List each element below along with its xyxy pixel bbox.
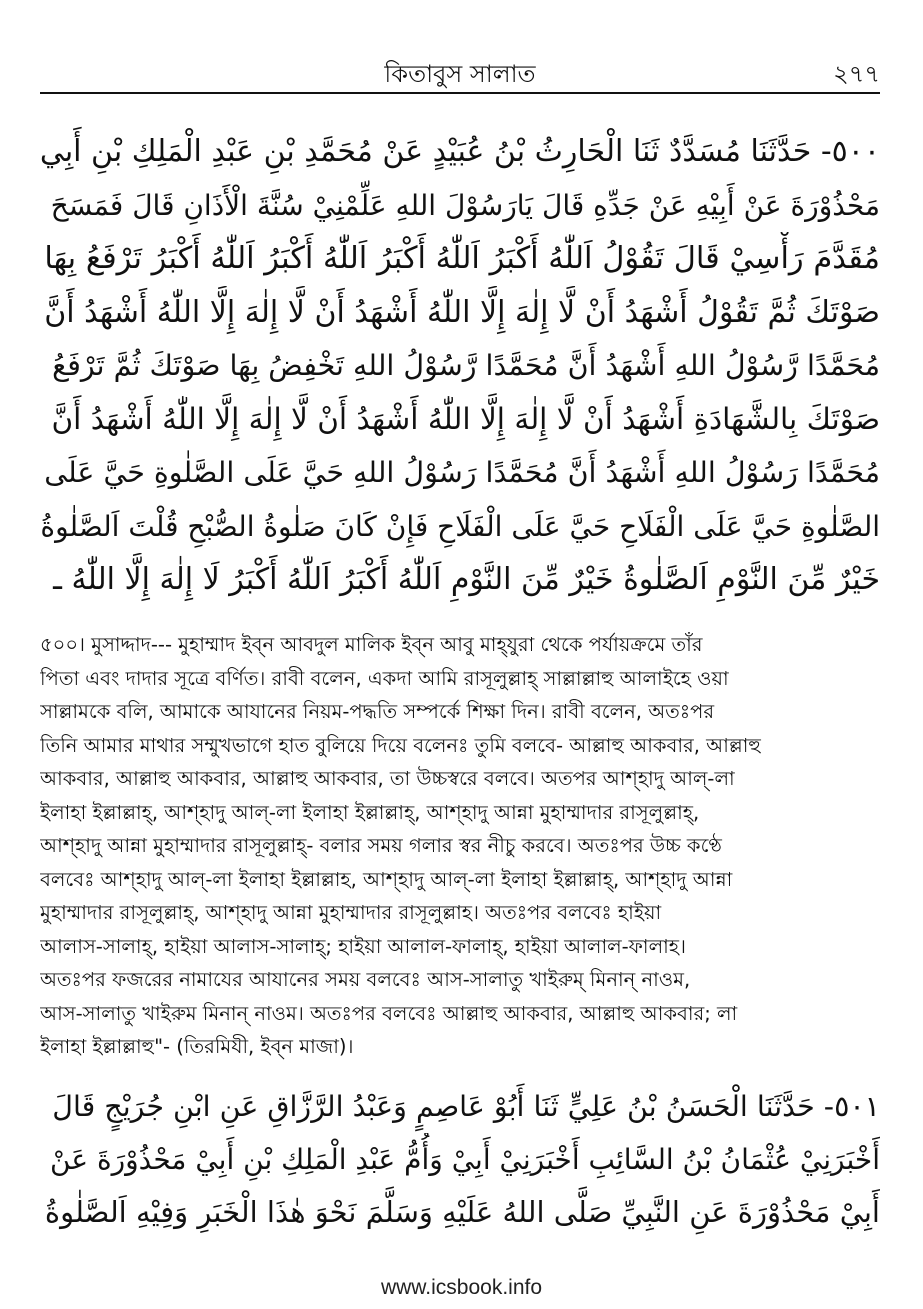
arabic-line: خَيْرٌ مِّنَ النَّوْمِ اَلصَّلٰوةُ خَيْرٌ مِّنَ النَّوْمِ اَللّٰهُ أَكْبَرُ اَللّٰهُ أَكْبَرُ لَا إِلٰهَ إِلَّا اللّٰهُ ـ [53,562,880,597]
bengali-line: ইলাহা ইল্লাল্লাহ্‌, আশ্‌হাদু আল্‌-লা ইলাহা ইল্লাল্লাহ্‌, আশ্‌হাদু আন্না মুহাম্মাদার রাসূলুল্লাহ্‌, [40,800,700,824]
arabic-line: الصَّلٰوةِ حَيَّ عَلَى الْفَلَاحِ حَيَّ عَلَى الْفَلَاحِ فَإِنْ كَانَ صَلٰوةُ الصُّبْحِ قُلْتَ اَلصَّلٰوةُ [40,509,880,543]
bengali-line: আশ্‌হাদু আন্না মুহাম্মাদার রাসূলুল্লাহ্‌- বলার সময় গলার স্বর নীচু করবে। অতঃপর উচ্চ কণ্ঠে [40,834,722,857]
bengali-line: ইলাহা ইল্লাল্লাহু"- (তিরমিযী, ইব্‌ন মাজা)। [40,1035,354,1058]
bengali-line: বলবেঃ আশ্‌হাদু আল্‌-লা ইলাহা ইল্লাল্লাহ, আশ্‌হাদু আল্‌-লা ইলাহা ইল্লাল্লাহ্‌, আশ্‌হাদু আন্না [40,867,733,891]
chapter-title: কিতাবুস সালাত [384,60,536,88]
bengali-line: আকবার, আল্লাহু আকবার, আল্লাহু আকবার, তা উচ্চস্বরে বলবে। অতপর আশ্‌হাদু আল্‌-লা [40,767,735,790]
arabic-line: أَبِيْ مَحْذُوْرَةَ عَنِ النَّبِيِّ صَلَّى اللهُ عَلَيْهِ وَسَلَّمَ نَحْوَ هٰذَا الْخَبَرِ وَفِيْهِ اَلصَّلٰوةُ [44,1195,880,1229]
arabic-line: مُحَمَّدًا رَّسُوْلُ اللهِ أَشْهَدُ أَنَّ مُحَمَّدًا رَّسُوْلُ اللهِ تَخْفِضُ بِهَا صَوْتَكَ ثُمَّ تَرْفَعُ [52,349,880,382]
hadith-500-bengali-translation [40,628,885,1064]
hadith-501-arabic-text [40,1080,880,1239]
bengali-line: তিনি আমার মাথার সম্মুখভাগে হাত বুলিয়ে দিয়ে বলেনঃ তুমি বলবে- আল্লাহু আকবার, আল্লাহু [40,733,761,757]
bengali-line: অতঃপর ফজরের নামাযের আযানের সময় বলবেঃ আস-সালাতু খাইরুম্‌ মিনান্‌ নাওম, [40,968,691,991]
arabic-line: ٥٠١- حَدَّثَنَا الْحَسَنُ بْنُ عَلِيٍّ ثَنَا أَبُوْ عَاصِمٍ وَعَبْدُ الرَّزَّاقِ عَنِ ابْنِ جُرَيْجٍ قَالَ [52,1090,880,1123]
arabic-line: صَوْتَكَ بِالشَّهَادَةِ أَشْهَدُ أَنْ لَّا إِلٰهَ إِلَّا اللّٰهُ أَشْهَدُ أَنْ لَّا إِلٰهَ إِلَّا اللّٰهُ أَشْهَدُ أَنَّ [51,401,880,436]
page-header [40,52,880,94]
bengali-line: পিতা এবং দাদার সূত্রে বর্ণিত। রাবী বলেন, একদা আমি রাসূলুল্লাহ্‌ সাল্লাল্লাহু আলাইহে ওয়া [40,666,729,690]
bengali-line: আস-সালাতু খাইরুম মিনান্‌ নাওম। অতঃপর বলবেঃ আল্লাহু আকবার, আল্লাহু আকবার; লা [40,1001,738,1025]
page-number: ২৭৭ [833,60,880,88]
arabic-line: أَخْبَرَنِيْ عُثْمَانُ بْنُ السَّائِبِ أَخْبَرَنِيْ أَبِيْ وَأُمُّ عَبْدِ الْمَلِكِ بْنِ أَبِيْ مَحْذُوْرَةَ عَنْ [50,1143,880,1176]
arabic-line: مُقَدَّمَ رَأْسِيْ قَالَ تَقُوْلُ اَللّٰهُ أَكْبَرُ اَللّٰهُ أَكْبَرُ اَللّٰهُ أَكْبَرُ اَللّٰهُ أَكْبَرُ تَرْفَعُ بِهَا [44,241,880,276]
arabic-line: مَحْذُوْرَةَ عَنْ أَبِيْهِ عَنْ جَدِّهِ قَالَ يَارَسُوْلَ اللهِ عَلِّمْنِيْ سُنَّةَ الْأَذَانِ قَالَ فَمَسَحَ [50,188,880,222]
hadith-500-arabic-text [40,125,880,607]
bengali-line: ৫০০। মুসাদ্দাদ--- মুহাম্মাদ ইব্‌ন আবদুল মালিক ইব্‌ন আবু মাহ্‌যুরা থেকে পর্যায়ক্রমে তাঁর [40,633,703,656]
bengali-line: মুহাম্মাদার রাসূলুল্লাহ্‌, আশ্‌হাদু আন্না মুহাম্মাদার রাসূলুল্লাহ। অতঃপর বলবেঃ হাইয়া [40,901,662,924]
arabic-line: مُحَمَّدًا رَسُوْلُ اللهِ أَشْهَدُ أَنَّ مُحَمَّدًا رَسُوْلُ اللهِ حَيَّ عَلَى الصَّلٰوةِ حَيَّ عَلَى [44,456,880,489]
arabic-line: صَوْتَكَ ثُمَّ تَقُوْلُ أَشْهَدُ أَنْ لَّا إِلٰهَ إِلَّا اللّٰهُ أَشْهَدُ أَنْ لَّا إِلٰهَ إِلَّا اللّٰهُ أَشْهَدُ أَنَّ [44,294,880,330]
source-watermark: www.icsbook.info [380,1276,543,1299]
arabic-line: ٥٠٠- حَدَّثَنَا مُسَدَّدٌ ثَنَا الْحَارِثُ بْنُ عُبَيْدٍ عَنْ مُحَمَّدِ بْنِ عَبْدِ الْمَلِكِ بْنِ أَبِي [40,134,880,169]
bengali-line: সাল্লামকে বলি, আমাকে আযানের নিয়ম-পদ্ধতি সম্পর্কে শিক্ষা দিন। রাবী বলেন, অতঃপর [40,700,715,723]
bengali-line: আলাস-সালাহ্‌, হাইয়া আলাস-সালাহ্‌; হাইয়া আলাল-ফালাহ্‌, হাইয়া আলাল-ফালাহ। [40,934,686,958]
